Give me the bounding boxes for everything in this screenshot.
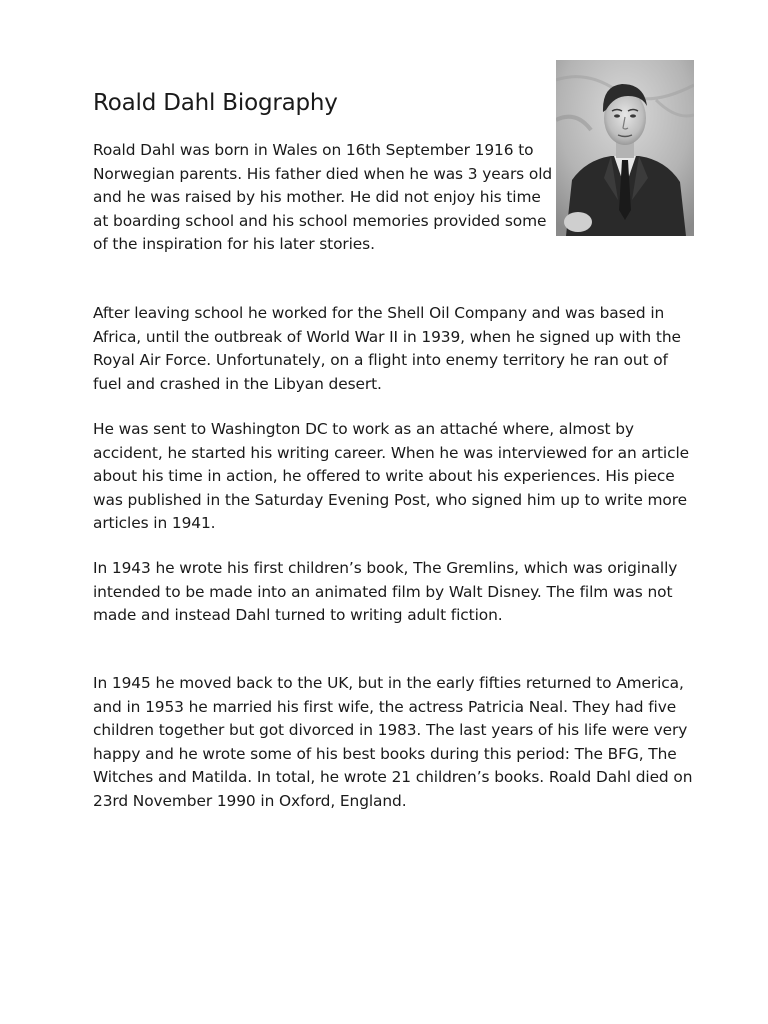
paragraph-later-life: In 1945 he moved back to the UK, but in the early fifties returned to America, and in 1953 he married his first wife, the actress Patricia Neal. They had five children together but got divorced in 1983. The last years of his life were very happy and he wrote some of his best books during this period: The BFG, The Witches and Matilda. In total, he wrote 21 children’s books. Roald Dahl died on 23rd November 1990 in Oxford, England. [93, 674, 693, 810]
paragraph-early-life: Roald Dahl was born in Wales on 16th September 1916 to Norwegian parents. His father died when he was 3 years old and he was raised by his mother. He did not enjoy his time at boarding school and his school memories provided some of the inspiration for his later stories. [93, 141, 553, 253]
paragraph-first-book: In 1943 he wrote his first children’s book, The Gremlins, which was originally intended to be made into an animated film by Walt Disney. The film was not made and instead Dahl turned to writing adult fiction. [93, 559, 678, 624]
page-title: Roald Dahl Biography [93, 90, 338, 116]
paragraph-writing-career: He was sent to Washington DC to work as an attaché where, almost by accident, he started his writing career. When he was interviewed for an article about his time in action, he offered to write about his experiences. His piece was published in the Saturday Evening Post, who signed him up to write more articles in 1941. [93, 420, 689, 532]
paragraph-war-service: After leaving school he worked for the Shell Oil Company and was based in Africa, until the outbreak of World War II in 1939, when he signed up with the Royal Air Force. Unfortunately, on a flight into enemy territory he ran out of fuel and crashed in the Libyan desert. [93, 304, 681, 393]
portrait-photo [556, 60, 694, 236]
